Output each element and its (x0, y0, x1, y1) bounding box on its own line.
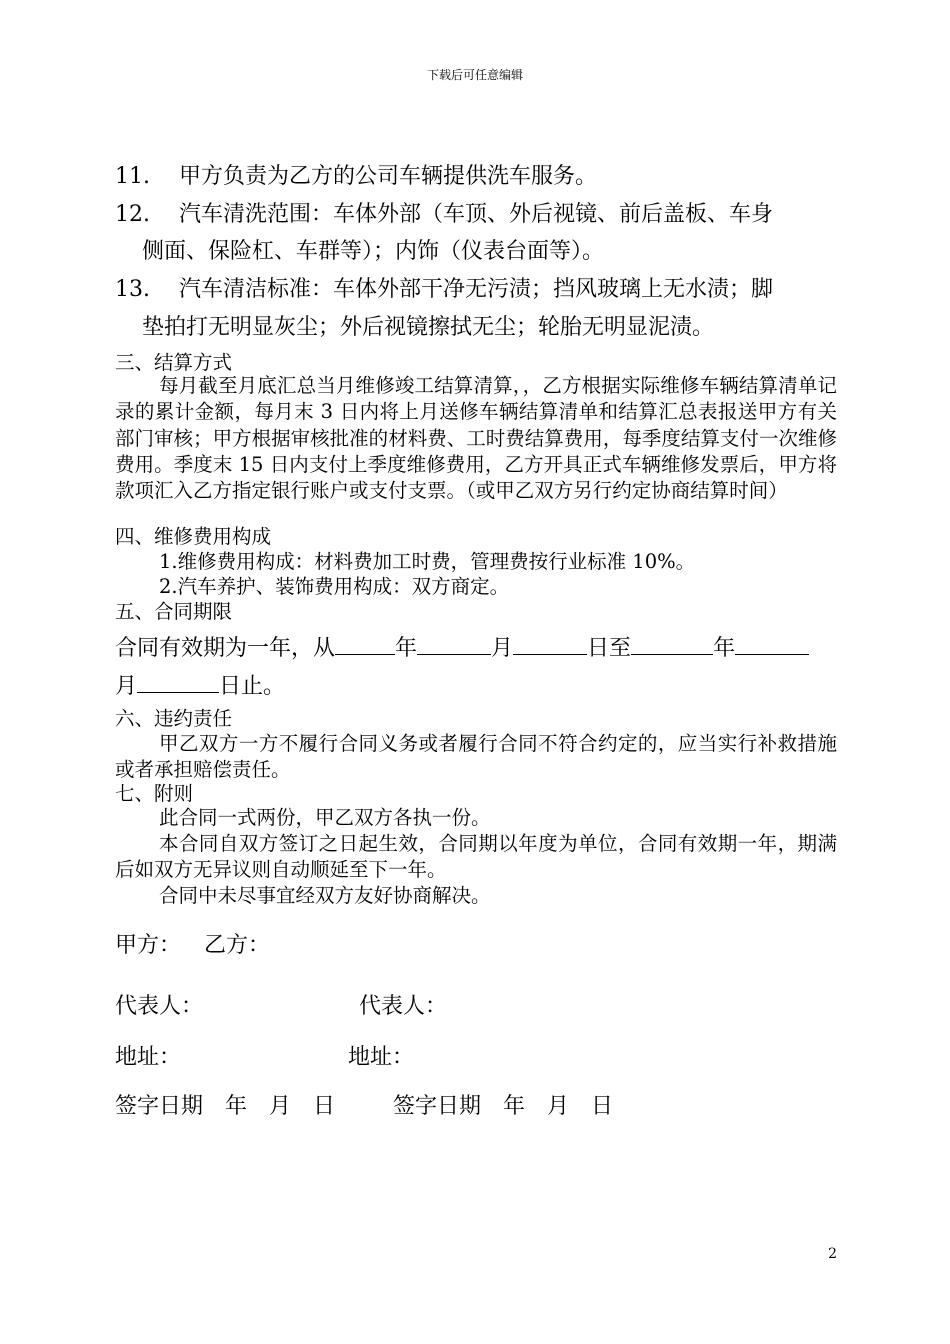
section-7-line-2: 本合同自双方签订之日起生效，合同期以年度为单位，合同有效期一年，期满后如双方无异议则自动顺延至下一年。 (115, 832, 837, 882)
clause-text: 甲方负责为乙方的公司车辆提供洗车服务。 (179, 164, 598, 189)
clause-number: 11. (115, 164, 150, 189)
party-a-label: 甲方： (115, 933, 182, 958)
term-text: 日至 (587, 636, 632, 661)
day-blank (513, 634, 587, 655)
year-blank (335, 634, 395, 655)
section-7-line-1: 此合同一式两份，甲乙双方各执一份。 (159, 806, 491, 829)
term-text: 合同有效期为一年，从 (115, 636, 336, 661)
month-blank (417, 634, 491, 655)
clause-13 (115, 271, 773, 309)
clause-11 (115, 158, 597, 196)
clause-text: 汽车清洗范围：车体外部（车顶、外后视镜、前后盖板、车身 (179, 202, 774, 227)
term-text: 日止。 (219, 674, 286, 699)
day-blank (137, 672, 219, 693)
sign-date-a: 签字日期 年 月 日 (115, 1094, 336, 1119)
section-6-body: 甲乙双方一方不履行合同义务或者履行合同不符合约定的，应当实行补救措施或者承担赔偿责任。 (115, 732, 837, 782)
term-text: 年 (395, 636, 418, 661)
page-header: 下载后可任意编辑 (426, 68, 523, 82)
section-6-title: 六、违约责任 (115, 707, 233, 730)
rep-a-label: 代表人： (115, 994, 204, 1019)
term-text: 月 (491, 636, 514, 661)
section-3-title: 三、结算方式 (115, 351, 233, 374)
page-number: 2 (828, 1246, 837, 1262)
clause-12 (115, 196, 773, 234)
clause-number: 13. (115, 277, 150, 302)
year-blank (631, 634, 713, 655)
term-text: 年 (713, 636, 736, 661)
section-4-title: 四、维修费用构成 (115, 525, 272, 548)
section-4-line-2: 2.汽车养护、装饰费用构成：双方商定。 (159, 575, 510, 598)
section-5-title: 五、合同期限 (115, 600, 233, 623)
sign-date-b: 签字日期 年 月 日 (393, 1094, 614, 1119)
clause-13-cont: 垫拍打无明显灰尘；外后视镜擦拭无尘；轮胎无明显泥渍。 (142, 315, 715, 340)
term-text: 月 (115, 674, 138, 699)
clause-text: 汽车清洁标准：车体外部干净无污渍；挡风玻璃上无水渍；脚 (179, 277, 774, 302)
section-7-title: 七、附则 (115, 782, 194, 805)
month-blank (735, 634, 809, 655)
section-4-line-1: 1.维修费用构成：材料费加工时费，管理费按行业标准 10%。 (159, 550, 696, 573)
section-7-line-3: 合同中未尽事宜经双方友好协商解决。 (159, 884, 491, 907)
section-3-body: 每月截至月底汇总当月维修竣工结算清算，，乙方根据实际维修车辆结算清单记录的累计金额，每月末 3 日内将上月送修车辆结算清单和结算汇总表报送甲方有关部门审核；甲方根据审核批准的材料费、工时费结算费用，每季度结算支付一次维修费用。季度末 15 日内支付上季度维修费用，乙方开具正式车辆维修发票后，甲方将款项汇入乙方指定银行账户或支付支票。（或甲乙双方另行约定协商结算时间） (115, 374, 837, 503)
rep-b-label: 代表人： (359, 994, 448, 1019)
clause-number: 12. (115, 202, 150, 227)
address-b-label: 地址： (348, 1045, 415, 1070)
term-line (115, 630, 809, 668)
party-b-label: 乙方： (204, 933, 271, 958)
address-a-label: 地址： (115, 1045, 182, 1070)
clause-12-cont: 侧面、保险杠、车群等）；内饰（仪表台面等）。 (142, 239, 605, 264)
term-line-2 (115, 668, 285, 706)
